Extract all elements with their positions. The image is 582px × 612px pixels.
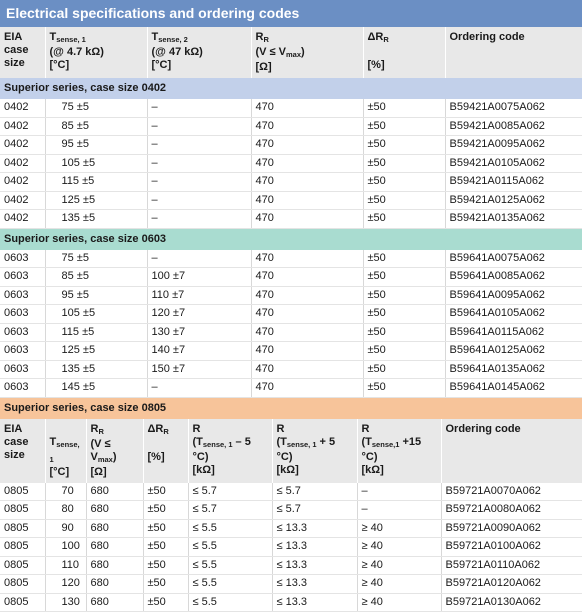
table-cell: 470 <box>251 323 363 342</box>
table-cell: B59721A0080A062 <box>441 501 582 520</box>
table-cell: – <box>147 99 251 117</box>
table-row <box>0 210 582 229</box>
tsense-header: $T_{sense, 1}$ [°C] <box>45 419 86 483</box>
table-cell: ±50 <box>143 483 188 501</box>
table-cell: 100 ±7 <box>147 268 251 287</box>
table-cell: – <box>147 154 251 173</box>
table-cell: ≤ 13.3 <box>272 593 357 612</box>
table-cell: B59721A0100A062 <box>441 538 582 557</box>
rr-header: $R_R$ $(V \le V_{max})$ [Ω] <box>86 419 143 483</box>
table-cell: ≤ 13.3 <box>272 538 357 557</box>
table-cell: 135 ±5 <box>45 360 147 379</box>
r-minus5-header: R ($T_{sense, 1} - 5$ °C) [kΩ] <box>188 419 272 483</box>
table-cell: ±50 <box>143 519 188 538</box>
table-cell: 110 ±7 <box>147 286 251 305</box>
table-cell: 680 <box>86 556 143 575</box>
table-cell: ±50 <box>363 342 445 361</box>
table-cell: 470 <box>251 342 363 361</box>
table-cell: ±50 <box>143 501 188 520</box>
table-cell: 680 <box>86 483 143 501</box>
table-cell: ±50 <box>143 575 188 594</box>
table-cell: 130 ±7 <box>147 323 251 342</box>
table-cell: ±50 <box>363 250 445 268</box>
table-row <box>0 556 582 575</box>
page-title: Electrical specifications and ordering codes <box>0 0 582 27</box>
table-cell: B59421A0125A062 <box>445 191 582 210</box>
table-cell: 470 <box>251 154 363 173</box>
table-cell: 125 ±5 <box>45 191 147 210</box>
table-cell: ±50 <box>363 286 445 305</box>
table-cell: ≥ 40 <box>357 556 441 575</box>
section-title: Superior series, case size 0603 <box>0 228 582 250</box>
table-cell: 470 <box>251 250 363 268</box>
table-cell: – <box>147 173 251 192</box>
drr-header: $\Delta R_R$ [%] <box>363 27 445 78</box>
table-cell: 85 ±5 <box>45 117 147 136</box>
table-cell: 75 ±5 <box>45 99 147 117</box>
table-cell: 0402 <box>0 154 45 173</box>
table-cell: 0603 <box>0 268 45 287</box>
section-header-0603 <box>0 228 582 250</box>
table-cell: 0603 <box>0 379 45 398</box>
table-cell: – <box>147 250 251 268</box>
table-cell: 680 <box>86 593 143 612</box>
table-cell: B59421A0135A062 <box>445 210 582 229</box>
table-cell: 80 <box>45 501 86 520</box>
tsense1-header: $T_{sense, 1}$ (@ 4.7 kΩ) [°C] <box>45 27 147 78</box>
ordering-code-header: Ordering code <box>441 419 582 483</box>
table-cell: B59421A0105A062 <box>445 154 582 173</box>
table-cell: 0402 <box>0 210 45 229</box>
table-cell: 110 <box>45 556 86 575</box>
table-cell: 0603 <box>0 342 45 361</box>
table-cell: ±50 <box>143 556 188 575</box>
table-cell: 0603 <box>0 286 45 305</box>
r-plus5-header: R ($T_{sense, 1} + 5$ °C) [kΩ] <box>272 419 357 483</box>
table-cell: 470 <box>251 379 363 398</box>
table-cell: 470 <box>251 268 363 287</box>
table-cell: 0402 <box>0 173 45 192</box>
table-row <box>0 342 582 361</box>
eia-header: EIA case size <box>0 419 45 483</box>
table-cell: ±50 <box>363 99 445 117</box>
header-row <box>0 27 582 78</box>
table-row <box>0 250 582 268</box>
table-cell: 0402 <box>0 99 45 117</box>
eia-header: EIA case size <box>0 27 45 78</box>
r-plus15-header: R ($T_{sense,1} +15$ °C) [kΩ] <box>357 419 441 483</box>
table-cell: 470 <box>251 99 363 117</box>
table-row <box>0 305 582 324</box>
table-row <box>0 99 582 117</box>
table-cell: ≥ 40 <box>357 519 441 538</box>
table-cell: 75 ±5 <box>45 250 147 268</box>
table-cell: 135 ±5 <box>45 210 147 229</box>
table-cell: 150 ±7 <box>147 360 251 379</box>
ordering-code-header: Ordering code <box>445 27 582 78</box>
table-cell: 0805 <box>0 519 45 538</box>
table-cell: 0805 <box>0 575 45 594</box>
table-cell: 470 <box>251 360 363 379</box>
table-cell: ≥ 40 <box>357 593 441 612</box>
table-cell: 0805 <box>0 501 45 520</box>
table-cell: ≤ 5.7 <box>272 501 357 520</box>
table-cell: 470 <box>251 173 363 192</box>
table-cell: 0603 <box>0 305 45 324</box>
table-cell: ≥ 40 <box>357 575 441 594</box>
table-cell: 90 <box>45 519 86 538</box>
table-cell: 130 <box>45 593 86 612</box>
table-cell: ≤ 5.7 <box>188 501 272 520</box>
table-cell: 115 ±5 <box>45 173 147 192</box>
table-cell: 105 ±5 <box>45 154 147 173</box>
table-row <box>0 483 582 501</box>
table-cell: B59721A0110A062 <box>441 556 582 575</box>
table-cell: ≤ 5.7 <box>188 483 272 501</box>
table-cell: 0805 <box>0 556 45 575</box>
section-header-0805 <box>0 398 582 419</box>
table-cell: 0603 <box>0 250 45 268</box>
table-cell: – <box>357 483 441 501</box>
table-cell: ±50 <box>363 154 445 173</box>
table-cell: 95 ±5 <box>45 286 147 305</box>
table-cell: 70 <box>45 483 86 501</box>
table-cell: ±50 <box>363 136 445 155</box>
table-row <box>0 519 582 538</box>
table-cell: 120 ±7 <box>147 305 251 324</box>
table-cell: 95 ±5 <box>45 136 147 155</box>
table-cell: ≤ 5.5 <box>188 575 272 594</box>
table-cell: ≤ 5.5 <box>188 519 272 538</box>
table-row <box>0 379 582 398</box>
table-cell: 470 <box>251 191 363 210</box>
table-cell: – <box>357 501 441 520</box>
table-cell: 470 <box>251 305 363 324</box>
table-cell: ±50 <box>143 593 188 612</box>
table-cell: – <box>147 117 251 136</box>
table-cell: B59641A0085A062 <box>445 268 582 287</box>
table-cell: ≤ 13.3 <box>272 575 357 594</box>
table-cell: B59641A0125A062 <box>445 342 582 361</box>
table-cell: B59641A0115A062 <box>445 323 582 342</box>
table-cell: B59641A0145A062 <box>445 379 582 398</box>
table-cell: B59421A0085A062 <box>445 117 582 136</box>
table-cell: B59721A0070A062 <box>441 483 582 501</box>
table-cell: 680 <box>86 575 143 594</box>
table-cell: 680 <box>86 519 143 538</box>
table-cell: 680 <box>86 501 143 520</box>
table-cell: 470 <box>251 210 363 229</box>
spec-table <box>0 27 582 398</box>
table-cell: ≤ 5.7 <box>272 483 357 501</box>
table-row <box>0 538 582 557</box>
table-row <box>0 323 582 342</box>
table-cell: 680 <box>86 538 143 557</box>
table-cell: ≥ 40 <box>357 538 441 557</box>
table-cell: ±50 <box>363 191 445 210</box>
table-row <box>0 136 582 155</box>
table-row <box>0 286 582 305</box>
table-cell: 470 <box>251 286 363 305</box>
table-cell: – <box>147 136 251 155</box>
table-cell: 0603 <box>0 323 45 342</box>
table-cell: – <box>147 191 251 210</box>
table-cell: 0603 <box>0 360 45 379</box>
table-cell: B59421A0095A062 <box>445 136 582 155</box>
table-cell: ±50 <box>363 210 445 229</box>
table-cell: B59421A0115A062 <box>445 173 582 192</box>
table-row <box>0 575 582 594</box>
table-cell: ≤ 5.5 <box>188 593 272 612</box>
table-cell: ±50 <box>363 268 445 287</box>
table-cell: 0402 <box>0 117 45 136</box>
drr-header: $\Delta R_R$ [%] <box>143 419 188 483</box>
table-cell: ≤ 5.5 <box>188 556 272 575</box>
table-row <box>0 117 582 136</box>
table-cell: ±50 <box>363 117 445 136</box>
table-cell: 0402 <box>0 136 45 155</box>
table-cell: ≤ 5.5 <box>188 538 272 557</box>
table-cell: 470 <box>251 117 363 136</box>
table-cell: 125 ±5 <box>45 342 147 361</box>
table-cell: B59641A0135A062 <box>445 360 582 379</box>
table-row <box>0 360 582 379</box>
table-cell: B59421A0075A062 <box>445 99 582 117</box>
table-cell: 470 <box>251 136 363 155</box>
section-title: Superior series, case size 0402 <box>0 78 582 99</box>
table-cell: 140 ±7 <box>147 342 251 361</box>
table-cell: ≤ 13.3 <box>272 556 357 575</box>
table-cell: B59721A0120A062 <box>441 575 582 594</box>
table-cell: 120 <box>45 575 86 594</box>
table-cell: ±50 <box>363 323 445 342</box>
table-row <box>0 501 582 520</box>
table-cell: B59641A0095A062 <box>445 286 582 305</box>
table-cell: B59641A0075A062 <box>445 250 582 268</box>
table-cell: ±50 <box>363 379 445 398</box>
table-cell: 105 ±5 <box>45 305 147 324</box>
table-cell: ±50 <box>143 538 188 557</box>
table-cell: ±50 <box>363 305 445 324</box>
table-cell: ≤ 13.3 <box>272 519 357 538</box>
table-cell: B59641A0105A062 <box>445 305 582 324</box>
tsense2-header: $T_{sense, 2}$ (@ 47 kΩ) [°C] <box>147 27 251 78</box>
section-header-0402 <box>0 78 582 99</box>
table-cell: 145 ±5 <box>45 379 147 398</box>
section-title: Superior series, case size 0805 <box>0 398 582 419</box>
table-row <box>0 268 582 287</box>
table-cell: – <box>147 210 251 229</box>
table-cell: ±50 <box>363 173 445 192</box>
table-row <box>0 191 582 210</box>
table-cell: – <box>147 379 251 398</box>
table-cell: B59721A0130A062 <box>441 593 582 612</box>
header-row-0805 <box>0 419 582 483</box>
table-cell: 115 ±5 <box>45 323 147 342</box>
table-cell: 0805 <box>0 593 45 612</box>
rr-header: $R_R$ $(V \le V_{max})$ [Ω] <box>251 27 363 78</box>
table-cell: 0805 <box>0 483 45 501</box>
table-cell: ±50 <box>363 360 445 379</box>
table-row <box>0 173 582 192</box>
table-cell: B59721A0090A062 <box>441 519 582 538</box>
table-cell: 0402 <box>0 191 45 210</box>
spec-table-0805 <box>0 398 582 612</box>
table-cell: 85 ±5 <box>45 268 147 287</box>
table-row <box>0 154 582 173</box>
table-row <box>0 593 582 612</box>
table-cell: 100 <box>45 538 86 557</box>
table-cell: 0805 <box>0 538 45 557</box>
